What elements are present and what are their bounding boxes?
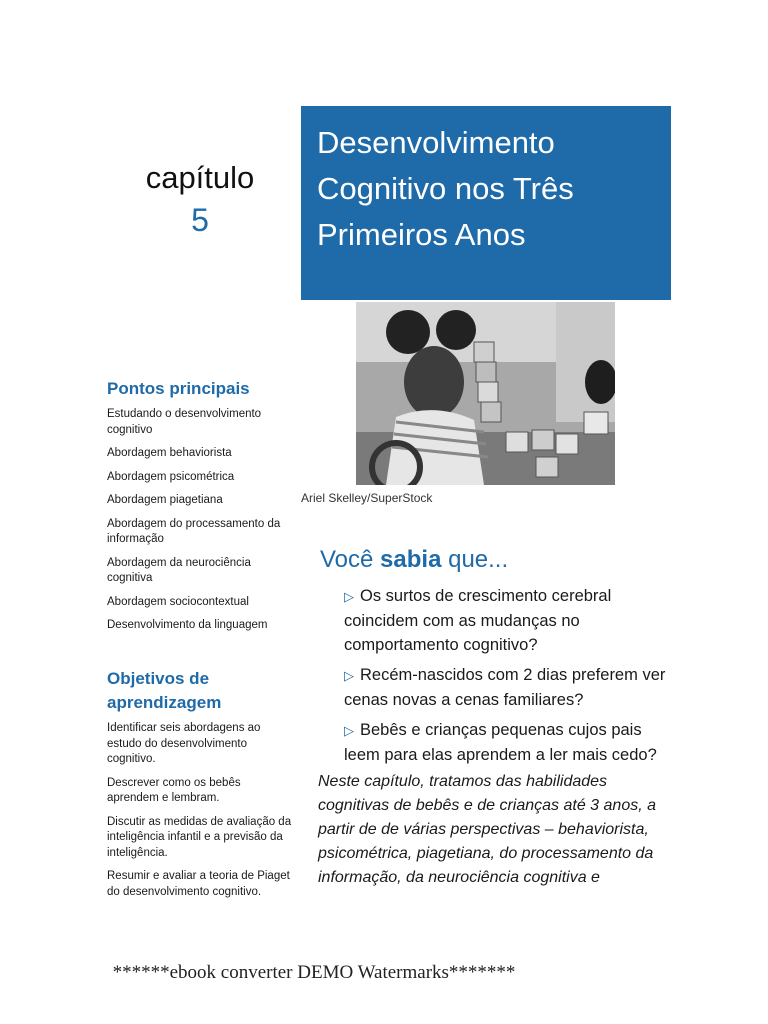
chapter-title-line: Desenvolvimento (317, 125, 555, 160)
facts-list (344, 584, 674, 773)
triangle-right-icon: ▷ (344, 723, 354, 738)
list-item: Abordagem do processamento da informação (107, 517, 281, 545)
chapter-title-box (301, 106, 671, 300)
triangle-right-icon: ▷ (344, 589, 354, 604)
fact-item (344, 663, 674, 712)
did-you-know-heading (320, 544, 508, 576)
list-item: Estudando o desenvolvimento cognitivo (107, 408, 262, 436)
chapter-title (317, 120, 655, 258)
list-item: Identificar seis abordagens ao estudo do desenvolvimento cognitivo. (107, 722, 261, 765)
fact-text: Recém-nascidos com 2 dias preferem ver cenas novas a cenas familiares? (344, 666, 666, 709)
list-item: Desenvolvimento da linguagem (107, 619, 268, 631)
chapter-number: 5 (191, 202, 209, 238)
fact-text: Bebês e crianças pequenas cujos pais leem para elas aprendem a ler mais cedo? (344, 721, 657, 764)
list-item: Abordagem da neurociência cognitiva (107, 556, 251, 584)
list-item: Abordagem psicométrica (107, 470, 235, 483)
list-item: Resumir e avaliar a teoria de Piaget do desenvolvimento cognitivo. (107, 870, 290, 898)
triangle-right-icon: ▷ (344, 668, 354, 683)
main-points-section (107, 377, 292, 642)
chapter-photo (356, 302, 615, 485)
photo-credit: Ariel Skelley/SuperStock (301, 491, 433, 505)
objectives-section (107, 667, 292, 908)
objectives-list (107, 721, 292, 900)
objectives-heading: Objetivos de aprendizagem (107, 669, 222, 712)
did-you-know-post: que... (441, 546, 509, 573)
list-item: Descrever como os bebês aprendem e lembram. (107, 776, 241, 804)
did-you-know-pre: Você (320, 546, 381, 573)
fact-item (344, 718, 674, 767)
main-points-heading: Pontos principais (107, 379, 250, 398)
chapter-label: capítulo (145, 160, 255, 195)
fact-item (344, 584, 674, 657)
list-item: Abordagem sociocontextual (107, 595, 249, 608)
did-you-know-bold: sabia (380, 546, 442, 573)
watermark: ******ebook converter DEMO Watermarks******* (112, 962, 516, 983)
list-item: Abordagem piagetiana (107, 494, 223, 506)
fact-text: Os surtos de crescimento cerebral coincidem com as mudanças no comportamento cognitivo? (344, 587, 612, 654)
intro-paragraph: Neste capítulo, tratamos das habilidades cognitivas de bebês e de crianças até 3 anos, a partir de de várias perspectivas – behaviorista, psicométrica, piagetiana, do processamento da informação, da neurociência cognitiva e (318, 773, 656, 886)
list-item: Discutir as medidas de avaliação da inteligência infantil e a previsão da inteligência. (107, 815, 292, 859)
list-item: Abordagem behaviorista (107, 447, 232, 459)
main-points-list (107, 407, 292, 634)
chapter-title-line: Cognitivo nos Três (317, 171, 574, 206)
chapter-title-line: Primeiros Anos (317, 217, 526, 252)
